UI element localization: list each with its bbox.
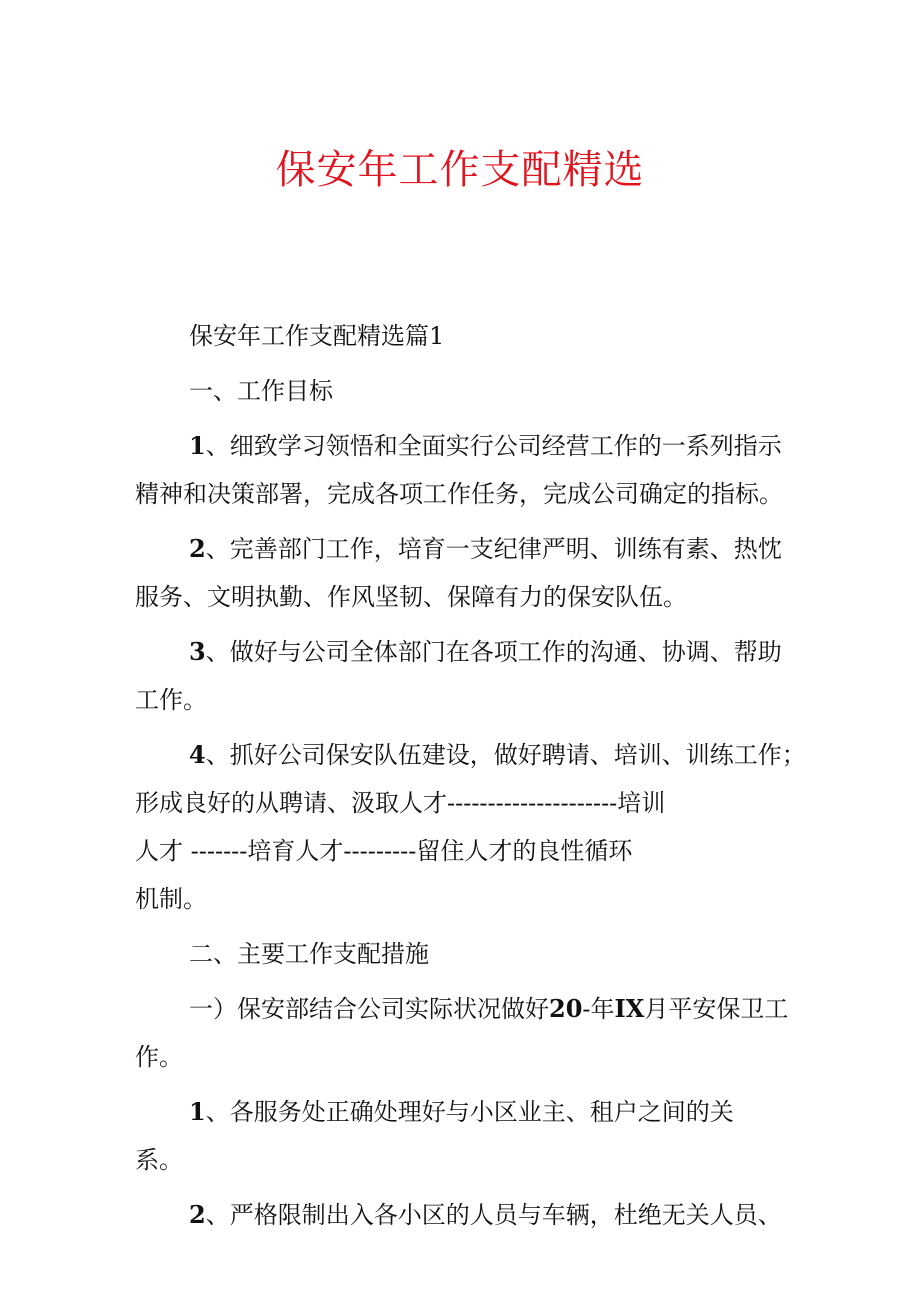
goal-item-4 <box>135 731 806 779</box>
measure-item-1-line-2: 系。 <box>135 1146 183 1174</box>
item-text: 、严格限制出入各小区的人员与车辆，杜绝无关人员、 <box>205 1201 782 1229</box>
item-text: 、做好与公司全体部门在各项工作的沟通、协调、帮助工作。 <box>135 638 782 714</box>
item-text: 、抓好公司保安队伍建设，做好聘请、培训、训练工作； <box>205 741 806 769</box>
section-heading-measures: 二、主要工作支配措施 <box>189 940 429 968</box>
section-subtitle <box>135 312 795 360</box>
measure-subsection-1-line-2: 作。 <box>135 1043 183 1071</box>
goal-item-4-line-3: 人才 -------培育人才---------留住人才的良性循环 <box>135 837 633 865</box>
item-number: 4 <box>189 740 206 769</box>
item-text: 、完善部门工作，培育一支纪律严明、训练有素、热忱服务、文明执勤、作风坚韧、保障有力的保安队伍。 <box>135 535 782 611</box>
goal-item-4-line-2: 形成良好的从聘请、汲取人才---------------------培训 <box>135 789 666 817</box>
goal-item-1 <box>135 422 795 518</box>
item-text: 、各服务处正确处理好与小区业主、租户之间的关 <box>205 1098 734 1126</box>
measure-item-1 <box>135 1088 795 1136</box>
year-number: 20 <box>549 994 583 1023</box>
item-number: 1 <box>189 1097 206 1126</box>
measure-item-2 <box>135 1191 795 1239</box>
goal-item-3 <box>135 628 795 724</box>
goal-item-4-line-4: 机制。 <box>135 885 207 913</box>
month-number: IX <box>614 994 645 1023</box>
subsection-mid: -年 <box>582 995 615 1023</box>
subsection-prefix: 一）保安部结合公司实际状况做好 <box>189 995 549 1023</box>
document-body <box>135 312 806 1239</box>
item-text: 、细致学习领悟和全面实行公司经营工作的一系列指示精神和决策部署，完成各项工作任务，完成公司确定的指标。 <box>135 432 783 508</box>
document-title: 保安年工作支配精选 <box>275 147 645 193</box>
section-heading-goals: 一、工作目标 <box>189 377 333 405</box>
item-number: 3 <box>189 637 206 666</box>
item-number: 2 <box>189 1200 206 1229</box>
item-number: 1 <box>189 431 206 460</box>
subsection-suffix: 月平安保卫工 <box>644 995 789 1023</box>
measure-subsection-1 <box>135 985 795 1033</box>
goal-item-2 <box>135 525 795 621</box>
subtitle-text: 保安年工作支配精选篇1 <box>189 322 445 350</box>
item-number: 2 <box>189 534 206 563</box>
